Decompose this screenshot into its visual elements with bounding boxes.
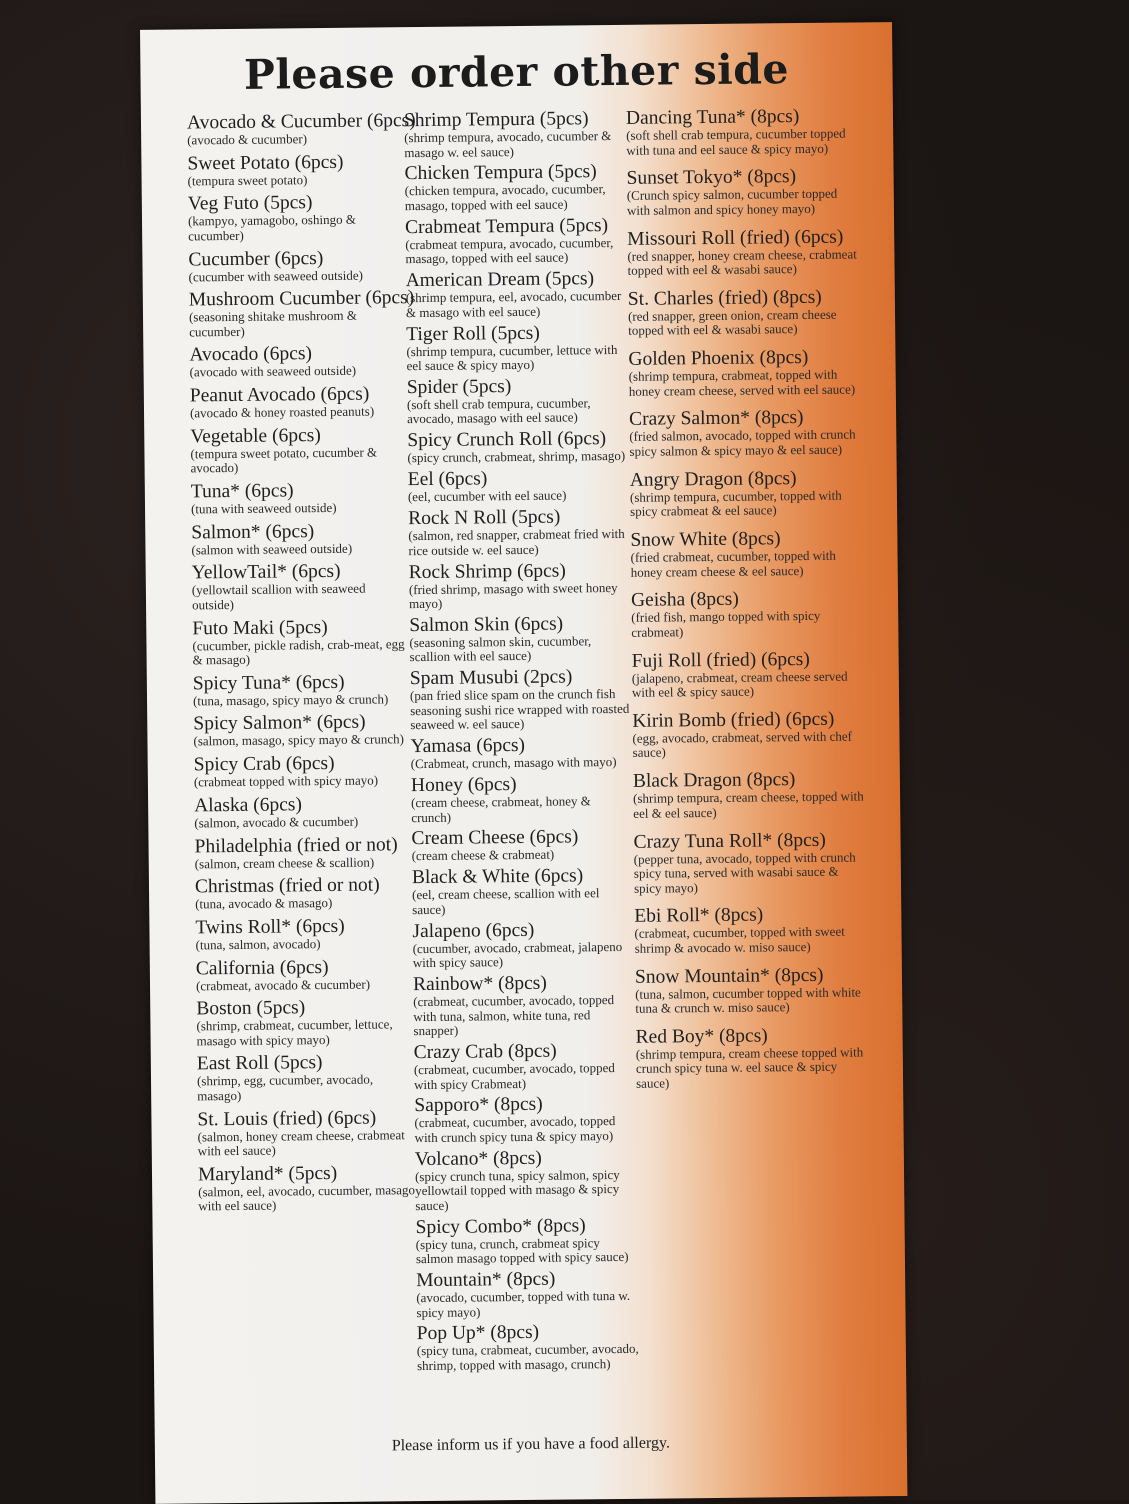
menu-item-name: Rock Shrimp (6pcs): [408, 560, 566, 583]
menu-item-name: Spicy Tuna* (6pcs): [192, 671, 345, 695]
menu-item: [630, 528, 863, 579]
menu-item: [190, 384, 408, 421]
menu-item: [195, 875, 413, 912]
menu-item-name: Boston (5pcs): [196, 997, 306, 1020]
menu-item-description: (salmon, masago, spicy mayo & crunch): [193, 731, 405, 749]
menu-item: [189, 344, 407, 381]
menu-item-description: (shrimp tempura, avocado, cucumber & masago w. eel sauce): [404, 128, 612, 160]
menu-item-description: (crabmeat, avocado & cucumber): [195, 976, 371, 993]
menu-item-description: (tuna, salmon, cucumber topped with white tuna & crunch w. miso sauce): [635, 984, 861, 1016]
menu-item-name: Honey (6pcs): [410, 774, 517, 797]
menu-item: [409, 560, 632, 611]
menu-item-description: (Crunch spicy salmon, cucumber topped with salmon and spicy honey mayo): [626, 185, 838, 218]
menu-item-name: Twins Roll* (6pcs): [195, 915, 345, 939]
menu-item-description: (salmon, honey cream cheese, crabmeat with eel sauce): [197, 1126, 405, 1159]
menu-item-description: (seasoning shitake mushroom & cucumber): [188, 307, 358, 340]
menu-item-description: (salmon with seaweed outside): [191, 540, 353, 558]
menu-item-description: (tuna, masago, spicy mayo & crunch): [192, 691, 389, 709]
menu-item: [194, 835, 412, 872]
menu-item: [631, 589, 864, 640]
menu-item-description: (crabmeat, cucumber, avocado, topped with spicy Crabmeat): [413, 1060, 615, 1092]
menu-sheet: [140, 22, 907, 1504]
menu-item-description: (Crabmeat, crunch, masago with mayo): [410, 754, 617, 772]
menu-item-description: (shrimp tempura, crabmeat, topped with honey cream cheese, served with eel sauce): [628, 366, 856, 399]
menu-item: [196, 997, 415, 1048]
menu-item: [186, 110, 416, 148]
menu-item-name: Volcano* (8pcs): [414, 1147, 542, 1170]
menu-item: [412, 866, 635, 917]
menu-item: [415, 1148, 638, 1214]
menu-item-description: (shrimp, crabmeat, cucumber, lettuce, masago with spicy mayo): [196, 1016, 393, 1049]
menu-item-name: Geisha (8pcs): [630, 589, 739, 612]
menu-item: [192, 617, 411, 668]
menu-item: [627, 167, 860, 218]
menu-item: [632, 709, 865, 760]
menu-item-name: Veg Futo (5pcs): [187, 192, 313, 215]
menu-item: [193, 713, 411, 750]
menu-item: [415, 1215, 638, 1266]
menu-item: [192, 562, 411, 613]
menu-item: [409, 614, 632, 665]
menu-item-description: (fried salmon, avocado, topped with crunch spicy salmon & spicy mayo & eel sauce): [629, 426, 856, 459]
menu-item-description: (kampyo, yamagobo, oshingo & cucumber): [187, 212, 357, 244]
menu-item: [630, 468, 863, 519]
menu-item-description: (eel, cucumber with eel sauce): [407, 487, 567, 505]
menu-item-name: Avocado (6pcs): [189, 343, 313, 366]
menu-item-name: Black Dragon (8pcs): [632, 769, 796, 793]
menu-item-name: Alaska (6pcs): [194, 794, 303, 817]
menu-item: [188, 193, 407, 244]
menu-item: [635, 1025, 868, 1091]
menu-item-name: Snow White (8pcs): [630, 528, 781, 551]
menu-item-description: (shrimp tempura, cucumber, lettuce with eel sauce & spicy mayo): [406, 341, 618, 374]
menu-item-name: St. Louis (fried) (6pcs): [197, 1107, 377, 1131]
menu-item-name: Spam Musubi (2pcs): [409, 666, 573, 690]
menu-item-name: Golden Phoenix (8pcs): [628, 347, 809, 371]
menu-item: [634, 905, 867, 956]
menu-item-description: (spicy tuna, crunch, crabmeat spicy salmon masago topped with spicy sauce): [415, 1234, 629, 1267]
menu-item-name: Dancing Tuna* (8pcs): [625, 106, 800, 129]
menu-item-description: (egg, avocado, crabmeat, served with chef sauce): [632, 728, 852, 761]
menu-item-description: (crabmeat topped with spicy mayo): [193, 772, 379, 790]
menu-item-name: Maryland* (5pcs): [197, 1162, 338, 1186]
menu-item-name: Rainbow* (8pcs): [412, 972, 547, 996]
menu-item-name: Spider (5pcs): [406, 376, 512, 399]
menu-item: [405, 216, 628, 267]
menu-item-description: (red snapper, honey cream cheese, crabmeat topped with eel & wasabi sauce): [627, 246, 857, 278]
menu-item-name: Yamasa (6pcs): [410, 735, 526, 758]
menu-item-description: (avocado & honey roasted peanuts): [189, 403, 375, 421]
menu-item: [410, 667, 633, 733]
menu-item: [197, 1053, 416, 1104]
menu-item: [416, 1269, 639, 1320]
menu-item-name: Red Boy* (8pcs): [635, 1025, 768, 1048]
menu-item-description: (cucumber with seaweed outside): [188, 267, 364, 285]
menu-item-description: (shrimp tempura, cream cheese, topped with eel & eel sauce): [633, 788, 864, 821]
menu-item-description: (shrimp tempura, cucumber, topped with spicy crabmeat & eel sauce): [629, 487, 842, 520]
menu-item-name: California (6pcs): [195, 956, 329, 979]
menu-item-description: (salmon, avocado & cucumber): [194, 813, 359, 831]
menu-item-description: (fried shrimp, masago with sweet honey mayo): [408, 579, 618, 612]
menu-item: [633, 770, 866, 821]
menu-item-description: (crabmeat, cucumber, avocado, topped with tuna, salmon, white tuna, red snapper): [413, 992, 615, 1039]
menu-item-name: Sapporo* (8pcs): [414, 1094, 543, 1117]
menu-item: [629, 408, 862, 459]
menu-item: [417, 1322, 640, 1373]
menu-item-name: American Dream (5pcs): [405, 268, 595, 292]
menu-item-description: (seasoning salmon skin, cucumber, scallion with eel sauce): [409, 633, 592, 665]
menu-title: Please order other side: [243, 45, 790, 99]
menu-item-name: Jalapeno (6pcs): [412, 919, 535, 942]
menu-item: [194, 753, 412, 790]
menu-item-description: (crabmeat, cucumber, topped with sweet shrimp & avocado w. miso sauce): [634, 923, 845, 956]
menu-item-description: (avocado & cucumber): [187, 131, 308, 148]
menu-item-description: (tuna, avocado & masago): [195, 895, 333, 912]
menu-item-name: Chicken Tempura (5pcs): [404, 161, 597, 185]
menu-item-name: Sweet Potato (6pcs): [187, 151, 344, 175]
menu-item-name: Spicy Crunch Roll (6pcs): [407, 428, 607, 452]
menu-item-name: Vegetable (6pcs): [190, 424, 321, 448]
menu-item: [187, 152, 405, 189]
menu-item-description: (tempura sweet potato): [187, 171, 308, 189]
menu-item: [412, 920, 635, 971]
menu-item-description: (fried crabmeat, cucumber, topped with honey cream cheese & eel sauce): [630, 547, 836, 580]
menu-item-description: (spicy crunch, crabmeat, shrimp, masago): [407, 448, 626, 466]
menu-item-name: Sunset Tokyo* (8pcs): [626, 166, 797, 190]
menu-item-name: Shrimp Tempura (5pcs): [403, 108, 589, 132]
menu-item-name: Mushroom Cucumber (6pcs): [188, 287, 415, 311]
menu-item-name: Tiger Roll (5pcs): [406, 322, 540, 345]
menu-item: [632, 649, 865, 700]
menu-item-name: Philadelphia (fried or not): [194, 833, 398, 857]
menu-column-3: [626, 106, 868, 1091]
menu-item-description: (cream cheese, crabmeat, honey & crunch): [411, 793, 591, 825]
menu-item-name: Spicy Salmon* (6pcs): [193, 712, 366, 735]
menu-item: [193, 672, 411, 709]
menu-item-description: (crabmeat tempura, avocado, cucumber, masago, topped with eel sauce): [405, 234, 614, 267]
menu-item-name: Snow Mountain* (8pcs): [634, 964, 824, 988]
menu-item-description: (fried fish, mango topped with spicy crabmeat): [631, 608, 821, 640]
menu-item: [628, 287, 861, 338]
menu-item-name: Crazy Salmon* (8pcs): [629, 407, 804, 431]
menu-item: [191, 521, 409, 558]
menu-item-description: (cucumber, pickle radish, crab-meat, egg & masago): [192, 635, 405, 668]
menu-item-name: YellowTail* (6pcs): [191, 561, 341, 584]
menu-item-description: (tempura sweet potato, cucumber & avocado): [190, 444, 378, 476]
menu-item: [406, 322, 629, 373]
menu-item-name: Tuna* (6pcs): [190, 480, 294, 503]
menu-item: [408, 468, 630, 505]
menu-item: [404, 162, 627, 213]
menu-item: [413, 973, 636, 1039]
menu-item: [194, 794, 412, 831]
menu-item: [195, 916, 413, 953]
menu-item-name: Fuji Roll (fried) (6pcs): [631, 648, 810, 672]
menu-item-name: St. Charles (fried) (8pcs): [627, 286, 822, 310]
menu-item-name: Spicy Combo* (8pcs): [415, 1215, 586, 1238]
menu-item-description: (spicy crunch tuna, spicy salmon, spicy yellowtail topped with masago & spicy sauce): [414, 1166, 620, 1213]
menu-item: [406, 269, 629, 320]
menu-item-name: Futo Maki (5pcs): [192, 616, 328, 639]
menu-item-name: Ebi Roll* (8pcs): [634, 904, 764, 928]
menu-item-description: (shrimp tempura, cream cheese topped with crunch spicy tuna w. eel sauce & spicy sauce): [635, 1044, 864, 1091]
menu-item-name: Mountain* (8pcs): [416, 1268, 556, 1292]
menu-item: [414, 1041, 637, 1092]
menu-item-name: Cucumber (6pcs): [188, 247, 324, 271]
menu-item-name: Cream Cheese (6pcs): [411, 826, 579, 850]
menu-item-name: Crazy Tuna Roll* (8pcs): [633, 829, 826, 853]
menu-item-description: (tuna, salmon, avocado): [195, 935, 321, 953]
menu-item-description: (yellowtail scallion with seaweed outside): [191, 580, 366, 613]
menu-item: [411, 774, 634, 825]
menu-item: [408, 507, 631, 558]
menu-item-name: Salmon Skin (6pcs): [409, 613, 564, 637]
menu-item: [410, 735, 632, 772]
menu-item-description: (pan fried slice spam on the crunch fish seasoning sushi rice wrapped with roasted seaweed w. eel sauce): [409, 686, 630, 733]
menu-item-description: (jalapeno, crabmeat, cream cheese served with eel & spicy sauce): [631, 668, 848, 700]
menu-item-name: Kirin Bomb (fried) (6pcs): [632, 708, 835, 732]
menu-item: [404, 109, 627, 160]
menu-item-description: (salmon, cream cheese & scallion): [194, 854, 375, 871]
menu-item-name: Christmas (fried or not): [194, 874, 380, 898]
menu-item: [633, 830, 866, 896]
menu-item-description: (tuna with seaweed outside): [190, 499, 337, 517]
menu-item-description: (shrimp, egg, cucumber, avocado, masago): [196, 1071, 374, 1104]
menu-item-description: (avocado, cucumber, topped with tuna w. spicy mayo): [416, 1287, 631, 1320]
menu-item-description: (cucumber, avocado, crabmeat, jalapeno with spicy sauce): [412, 938, 623, 971]
menu-item: [191, 480, 409, 517]
menu-item-name: East Roll (5pcs): [196, 1052, 323, 1075]
menu-item-description: (salmon, eel, avocado, cucumber, masago with eel sauce): [198, 1181, 416, 1214]
menu-item: [626, 106, 859, 157]
menu-item: [197, 1108, 416, 1159]
menu-item-name: Avocado & Cucumber (6pcs): [186, 110, 416, 134]
menu-item-description: (cream cheese & crabmeat): [411, 847, 555, 864]
menu-item: [411, 827, 633, 864]
menu-item-description: (spicy tuna, crabmeat, cucumber, avocado, shrimp, topped with masago, crunch): [416, 1341, 639, 1374]
menu-item: [414, 1094, 637, 1145]
menu-item-name: Eel (6pcs): [407, 468, 488, 491]
menu-item-name: Missouri Roll (fried) (6pcs): [627, 226, 844, 250]
menu-item: [196, 957, 414, 994]
menu-item: [188, 248, 406, 285]
menu-item-name: Crabmeat Tempura (5pcs): [404, 214, 609, 238]
menu-item-name: Black & White (6pcs): [411, 865, 584, 889]
menu-item-name: Crazy Crab (8pcs): [413, 1040, 557, 1064]
menu-item-description: (red snapper, green onion, cream cheese topped with eel & wasabi sauce): [627, 306, 837, 339]
menu-item-name: Peanut Avocado (6pcs): [189, 383, 370, 407]
menu-column-1: [187, 111, 417, 1214]
menu-item: [407, 376, 630, 427]
menu-item-description: (pepper tuna, avocado, topped with crunch spicy tuna, served with wasabi sauce & spicy mayo): [633, 849, 856, 896]
menu-item-name: Pop Up* (8pcs): [416, 1322, 540, 1345]
menu-item-description: (shrimp tempura, eel, avocado, cucumber & masago with eel sauce): [405, 288, 622, 320]
menu-item-description: (avocado with seaweed outside): [189, 363, 357, 380]
menu-item-description: (salmon, red snapper, crabmeat fried with rice outside w. eel sauce): [408, 526, 625, 558]
menu-item: [190, 425, 409, 476]
menu-item-description: (soft shell crab tempura, cucumber, avocado, masago with eel sauce): [406, 395, 591, 427]
menu-item: [628, 348, 861, 399]
menu-item-name: Angry Dragon (8pcs): [629, 467, 797, 491]
menu-item-description: (chicken tempura, avocado, cucumber, masago, topped with eel sauce): [404, 181, 606, 214]
menu-item: [188, 287, 415, 340]
menu-item-name: Salmon* (6pcs): [191, 520, 315, 544]
menu-item: [407, 429, 629, 466]
menu-item-name: Rock N Roll (5pcs): [408, 506, 561, 530]
menu-item-description: (crabmeat, cucumber, avocado, topped with crunch spicy tuna & spicy mayo): [414, 1113, 616, 1146]
menu-item-name: Spicy Crab (6pcs): [193, 753, 335, 776]
menu-item: [635, 965, 868, 1016]
menu-item-description: (eel, cream cheese, scallion with eel sauce): [412, 885, 600, 917]
menu-column-2: [404, 109, 639, 1374]
allergy-notice: Please inform us if you have a food allergy.: [391, 1434, 671, 1455]
menu-item: [627, 227, 860, 278]
menu-item-description: (soft shell crab tempura, cucumber topped with tuna and eel sauce & spicy mayo): [626, 125, 846, 158]
menu-item: [198, 1163, 417, 1214]
